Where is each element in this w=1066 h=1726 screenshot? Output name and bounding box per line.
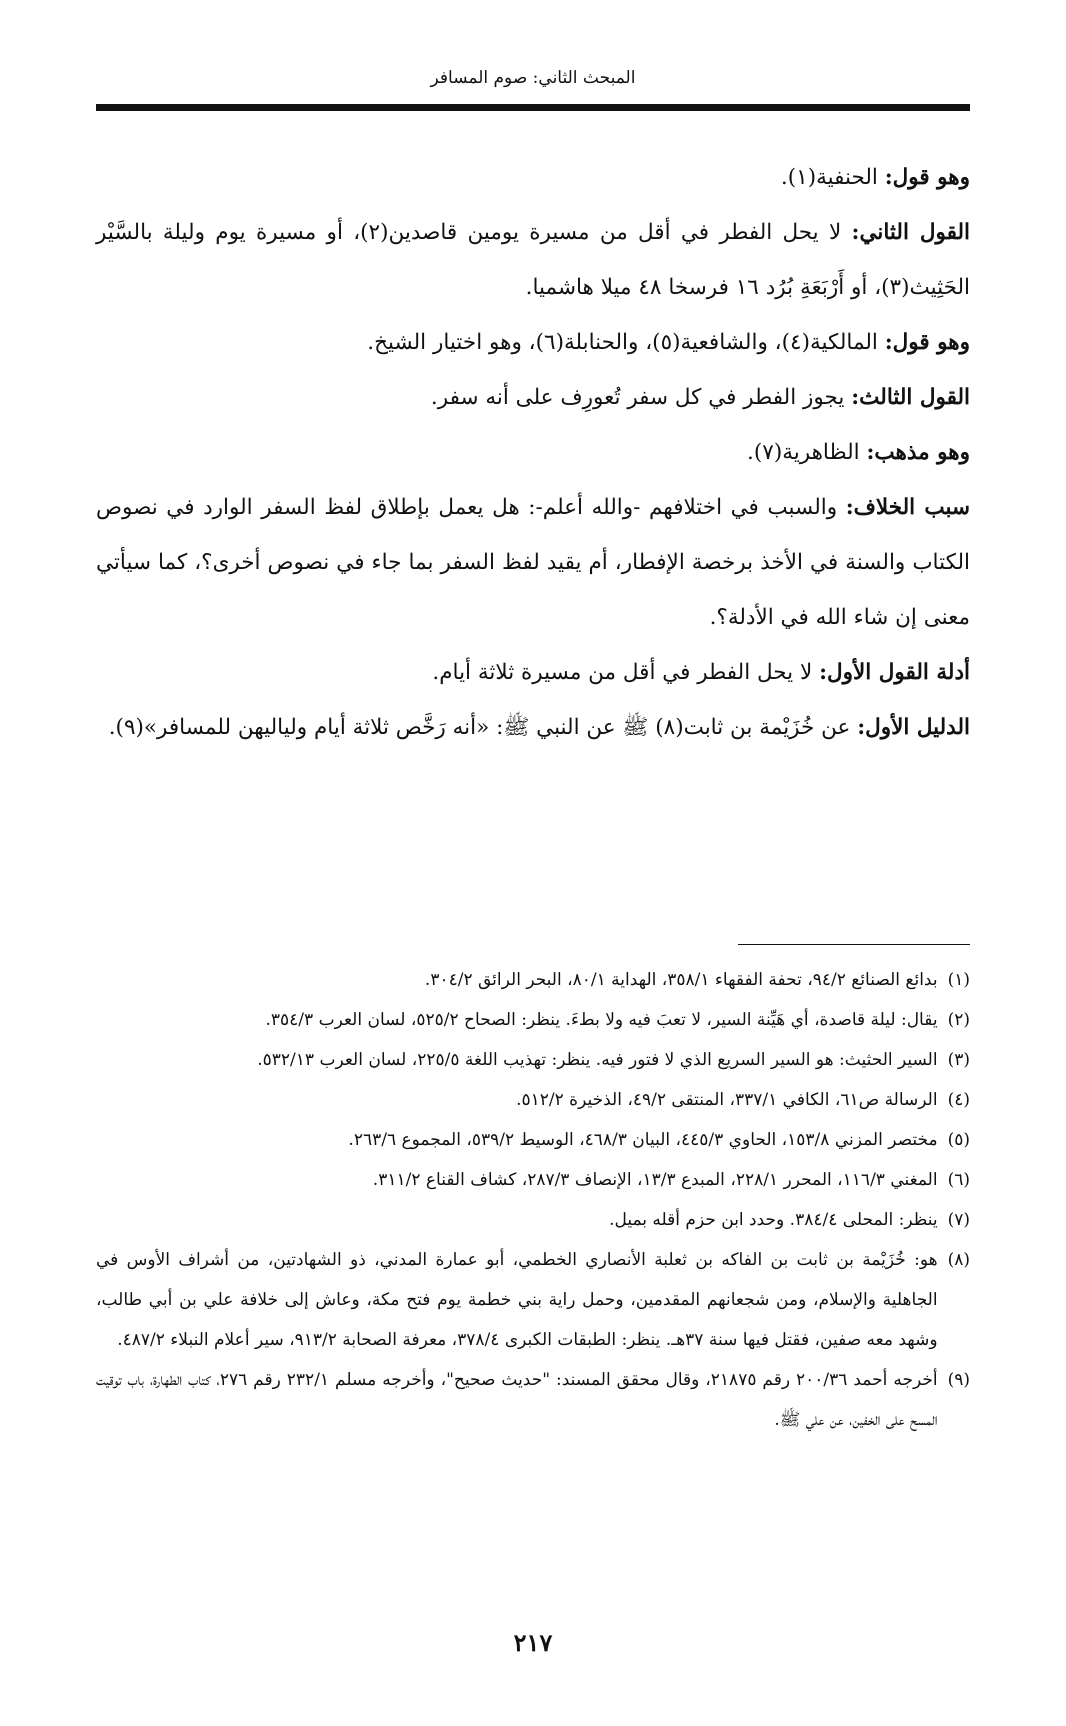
paragraph-text: لا يحل الفطر في أقل من مسيرة ثلاثة أيام.	[432, 660, 820, 685]
paragraph-text: الظاهرية(٧).	[747, 440, 867, 465]
paragraph-second-opinion	[96, 205, 970, 315]
footnote-text: السير الحثيث: هو السير السريع الذي لا فتور فيه. ينظر: تهذيب اللغة ٢٢٥/٥، لسان العرب ٥٣٢/١٣.	[257, 1050, 938, 1070]
footnote	[96, 1160, 970, 1200]
paragraph-reason-of-dispute	[96, 480, 970, 645]
paragraph-text: لا يحل الفطر في أقل من مسيرة يومين قاصدين(٢)، أو مسيرة يوم وليلة بالسَّيْر الحَثِيث(٣)، أو أَرْبَعَةِ بُرُد ١٦ فرسخا ٤٨ ميلا هاشميا.	[96, 220, 970, 300]
paragraph-lead: أدلة القول الأول:	[819, 660, 970, 685]
footnote	[96, 1040, 970, 1080]
footnote-number: (١)	[947, 970, 970, 990]
paragraph-lead: وهو قول:	[884, 165, 970, 190]
footnote	[96, 1200, 970, 1240]
paragraph-text: عن خُزَيْمة بن ثابت(٨) ﷺ عن النبي ﷺ: «أنه رَخَّص ثلاثة أيام ولياليهن للمسافر»(٩).	[108, 715, 858, 740]
footnote-text: الرسالة ص٦١، الكافي ٣٣٧/١، المنتقى ٤٩/٢، الذخيرة ٥١٢/٢.	[516, 1090, 938, 1110]
footnote-text: المغني ١١٦/٣، المحرر ٢٢٨/١، المبدع ١٣/٣، الإنصاف ٢٨٧/٣، كشاف القناع ٣١١/٢.	[372, 1170, 938, 1190]
footnote	[96, 1360, 970, 1440]
footnote	[96, 960, 970, 1000]
footnote	[96, 1000, 970, 1040]
footnote-number: (٥)	[947, 1130, 970, 1150]
footnote-number: (٦)	[947, 1170, 970, 1190]
paragraph-lead: القول الثاني:	[851, 220, 970, 245]
paragraph-text: الحنفية(١).	[780, 165, 885, 190]
footnote-text: أخرجه أحمد ٢٠٠/٣٦ رقم ٢١٨٧٥، وقال محقق المسند: "حديث صحيح"، وأخرجه مسلم ٢٣٢/١ رقم ٢٧٦، كتاب الطهارة، باب توقيت المسح على الخفين، عن علي ﷺ.	[96, 1370, 938, 1430]
footnote-text: بدائع الصنائع ٩٤/٢، تحفة الفقهاء ٣٥٨/١، الهداية ٨٠/١، البحر الرائق ٣٠٤/٢.	[424, 970, 938, 990]
footnote-number: (٨)	[947, 1250, 970, 1270]
footnote	[96, 1120, 970, 1160]
paragraph-lead: وهو قول:	[884, 330, 970, 355]
footnote-text: مختصر المزني ١٥٣/٨، الحاوي ٤٤٥/٣، البيان ٤٦٨/٣، الوسيط ٥٣٩/٢، المجموع ٢٦٣/٦.	[348, 1130, 938, 1150]
paragraph-lead: وهو مذهب:	[866, 440, 970, 465]
paragraph-zahiri-view	[96, 425, 970, 480]
footnote-number: (٤)	[947, 1090, 970, 1110]
main-text	[96, 150, 970, 755]
footnote-separator	[738, 944, 970, 945]
paragraph-third-opinion	[96, 370, 970, 425]
paragraph-hanafi-view	[96, 150, 970, 205]
paragraph-first-opinion-evidence	[96, 645, 970, 700]
footnote-text: ينظر: المحلى ٣٨٤/٤. وحدد ابن حزم أقله بميل.	[609, 1210, 938, 1230]
paragraph-lead: سبب الخلاف:	[845, 495, 971, 520]
footnote-text: يقال: ليلة قاصدة، أي هَيِّنة السير، لا تعبَ فيه ولا بطءَ. ينظر: الصحاح ٥٢٥/٢، لسان العرب ٣٥٤/٣.	[265, 1010, 938, 1030]
header-rule	[96, 104, 970, 111]
footnote	[96, 1240, 970, 1360]
footnote-number: (٣)	[947, 1050, 970, 1070]
paragraph-text: والسبب في اختلافهم -والله أعلم-: هل يعمل بإطلاق لفظ السفر الوارد في نصوص الكتاب والسنة في الأخذ برخصة الإفطار، أم يقيد لفظ السفر بما جاء في نصوص أخرى؟، كما سيأتي معنى إن شاء الله في الأدلة؟.	[96, 495, 970, 630]
page-number: ٢١٧	[513, 1628, 553, 1657]
running-header: المبحث الثاني: صوم المسافر	[430, 68, 636, 88]
paragraph-text: المالكية(٤)، والشافعية(٥)، والحنابلة(٦)، وهو اختيار الشيخ.	[367, 330, 885, 355]
paragraph-first-proof	[96, 700, 970, 755]
footnote	[96, 1080, 970, 1120]
footnotes	[96, 960, 970, 1440]
footnote-number: (٢)	[947, 1010, 970, 1030]
paragraph-lead: الدليل الأول:	[857, 715, 970, 740]
paragraph-lead: القول الثالث:	[851, 385, 970, 410]
paragraph-text: يجوز الفطر في كل سفر تُعورِف على أنه سفر.	[430, 385, 852, 410]
footnote-number: (٩)	[947, 1370, 970, 1390]
paragraph-majority-view	[96, 315, 970, 370]
footnote-text: هو: خُزَيْمة بن ثابت بن الفاكه بن ثعلبة الأنصاري الخطمي، أبو عمارة المدني، ذو الشهادتين، من أشراف الأوس في الجاهلية والإسلام، ومن شجعانهم المقدمين، وحمل راية بني خطمة يوم فتح مكة، وعاش إلى خلافة علي بن أبي طالب، وشهد معه صفين، فقتل فيها سنة ٣٧هـ. ينظر: الطبقات الكبرى ٣٧٨/٤، معرفة الصحابة ٩١٣/٢، سير أعلام النبلاء ٤٨٧/٢.	[96, 1250, 938, 1350]
footnote-number: (٧)	[947, 1210, 970, 1230]
